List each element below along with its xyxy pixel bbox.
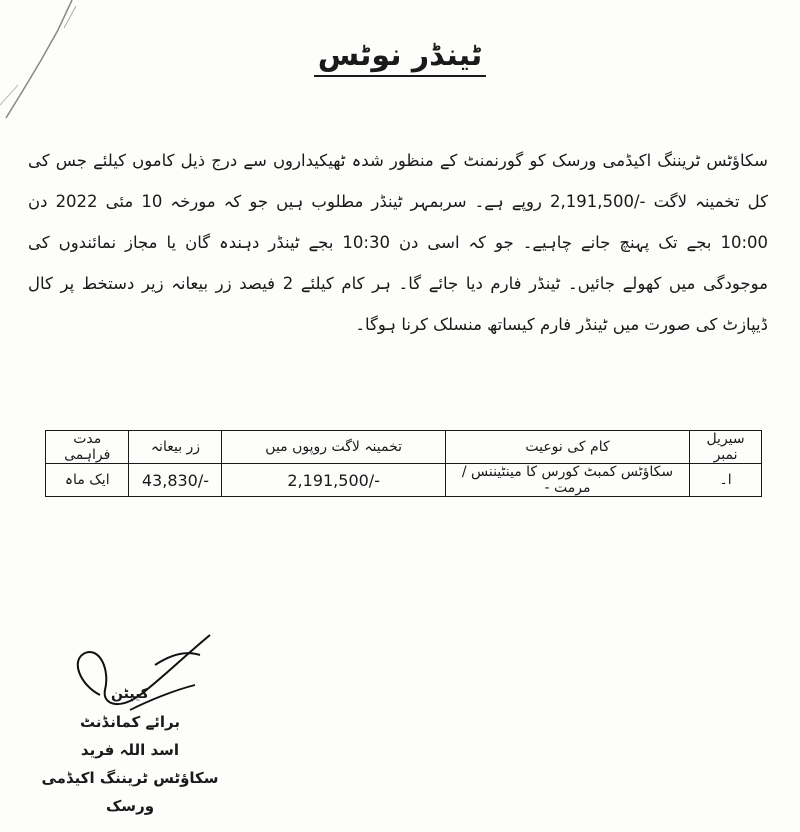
notice-title: ٹینڈر نوٹس <box>0 38 800 77</box>
cell-serial: ا۔ <box>690 464 762 497</box>
cell-earnest: 43,830/- <box>129 464 222 497</box>
signature-org: سکاؤٹس ٹریننگ اکیڈمی ورسک <box>41 769 219 815</box>
header-work: کام کی نوعیت <box>445 431 689 464</box>
header-earnest: زر بیعانہ <box>129 431 222 464</box>
notice-body <box>28 140 768 345</box>
signature-name: اسد اللہ فرید <box>80 741 180 759</box>
notice-paragraph: سکاؤٹس ٹریننگ اکیڈمی ورسک کو گورنمنٹ کے منظور شدہ ٹھیکیداروں سے درج ذیل کاموں کیلئے جس کی کل تخمینہ لاگت -/2,191,500 روپے ہے۔ سربمہر ٹینڈر مطلوب ہیں جو کہ مورخہ 10 مئی 2022 دن 10:00 بجے تک پہنچ جانے چاہیے۔ جو کہ اسی دن 10:30 بجے ٹینڈر دہندہ گان یا مجاز نمائندوں کی موجودگی میں کھولے جائیں۔ ٹینڈر فارم دیا جائے گا۔ ہر کام کیلئے 2 فیصد زر بیعانہ زیر دستخط پر کال ڈیپازٹ کی صورت میں ٹینڈر فارم کیساتھ منسلک کرنا ہوگا۔ <box>28 151 769 334</box>
header-serial: سیریل نمبر <box>690 431 762 464</box>
cell-cost: 2,191,500/- <box>222 464 445 497</box>
signature-rank: کیپٹن <box>111 686 149 702</box>
tender-table <box>45 430 762 497</box>
cell-period: ایک ماہ <box>46 464 129 497</box>
signature-for: برائے کمانڈنٹ <box>80 713 180 731</box>
header-period: مدت فراہمی <box>46 431 129 464</box>
cell-work: سکاؤٹس کمبٹ کورس کا مینٹیننس / مرمت - <box>445 464 689 497</box>
header-cost: تخمینہ لاگت روپوں میں <box>222 431 445 464</box>
table-row <box>46 464 762 497</box>
signature-block <box>40 680 220 820</box>
table-header-row <box>46 431 762 464</box>
